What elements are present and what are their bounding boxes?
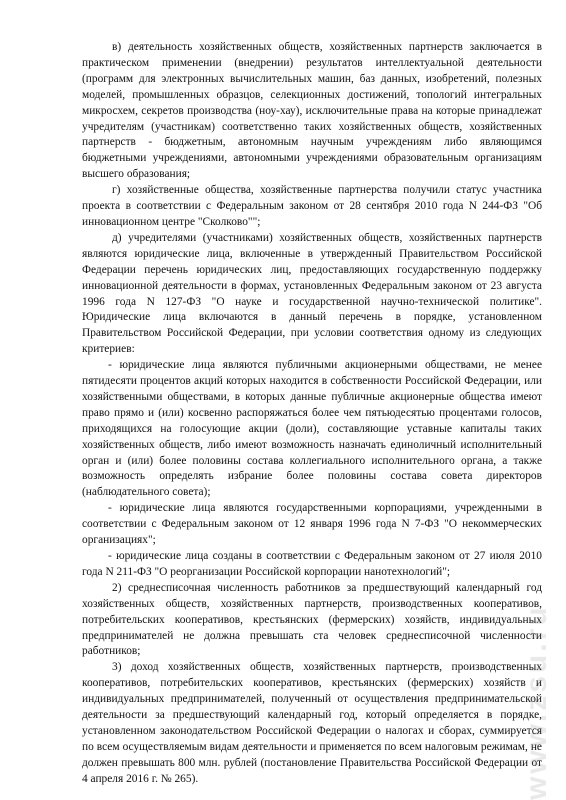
paragraph-3: 3) доход хозяйственных обществ, хозяйственных партнерств, производственных кооперативов, потребительских кооперативов, крестьянских (фермерских) хозяйств и индивидуальных предпринимателей, полученный от осуществления предпринимательской деятельности за предшествующий календарный год, который определяется в порядке, установленном законодательством Российской Федерации о налогах и сборах, суммируется по всем осуществляемым видам деятельности и применяется по всем налоговым режимам, не должен превышать 800 млн. рублей (постановление Правительства Российской Федерации от 4 апреля 2016 г. № 265). bbox=[82, 661, 542, 785]
criterion-3: - юридические лица созданы в соответствии с Федеральным законом от 27 июля 2010 года N 211-ФЗ "О реорганизации Российской корпорации нанотехнологий"; bbox=[82, 550, 542, 578]
criterion-2: - юридические лица являются государственными корпорациями, учрежденными в соответствии с Федеральным законом от 12 января 1996 года N 7-ФЗ "О некоммерческих организациях"; bbox=[82, 502, 542, 547]
paragraph-2: 2) среднесписочная численность работников за предшествующий календарный год хозяйственных обществ, хозяйственных партнерств, производственных кооперативов, потребительских кооперативов, крестьянских (фермерских) хозяйств, индивидуальных предпринимателей не должна превышать ста человек среднесписочной численности работников; bbox=[82, 581, 542, 658]
paragraph-v: в) деятельность хозяйственных обществ, хозяйственных партнерств заключается в практическом применении (внедрении) результатов интеллектуальной деятельности (программ для электронных вычислительных машин, баз данных, изобретений, полезных моделей, промышленных образцов, селекционных достижений, топологий интегральных микросхем, секретов производства (ноу-хау), исключительные права на которые принадлежат учредителям (участникам) соответственно таких хозяйственных обществ, хозяйственных партнерств - бюджетным, автономным научным учреждениям либо являющимся бюджетными учреждениями, автономными учреждениями образовательным организациям высшего образования; bbox=[82, 41, 542, 181]
watermark: www.zsu.ru bbox=[520, 604, 553, 800]
paragraph-d: д) учредителями (участниками) хозяйственных обществ, хозяйственных партнерств являются юридические лица, включенные в утвержденный Правительством Российской Федерации перечень юридических лиц, предоставляющих государственную поддержку инновационной деятельности в формах, установленных Федеральным законом от 23 августа 1996 года N 127-ФЗ "О науке и государственной научно-технической политике". Юридические лица включаются в данный перечень в порядке, установленном Правительством Российской Федерации, при условии соответствия одному из следующих критериев: bbox=[82, 231, 542, 356]
document-body bbox=[82, 40, 542, 788]
paragraph-g: г) хозяйственные общества, хозяйственные партнерства получили статус участника проекта в соответствии с Федеральным законом от 28 сентября 2010 года N 244-ФЗ "Об инновационном центре "Сколково""; bbox=[82, 184, 542, 228]
criterion-1: - юридические лица являются публичными акционерными обществами, не менее пятидесяти процентов акций которых находится в собственности Российской Федерации, или хозяйственными обществами, в которых данные публичные акционерные общества имеют право прямо и (или) косвенно распоряжаться более чем пятьюдесятью процентами голосов, приходящихся на голосующие акции (доли), составляющие уставные капиталы таких хозяйственных обществ, либо имеют возможность назначать единоличный исполнительный орган и (или) более половины состава коллегиального исполнительного органа, а также возможность определять избрание более половины состава совета директоров (наблюдательного совета); bbox=[82, 359, 542, 499]
